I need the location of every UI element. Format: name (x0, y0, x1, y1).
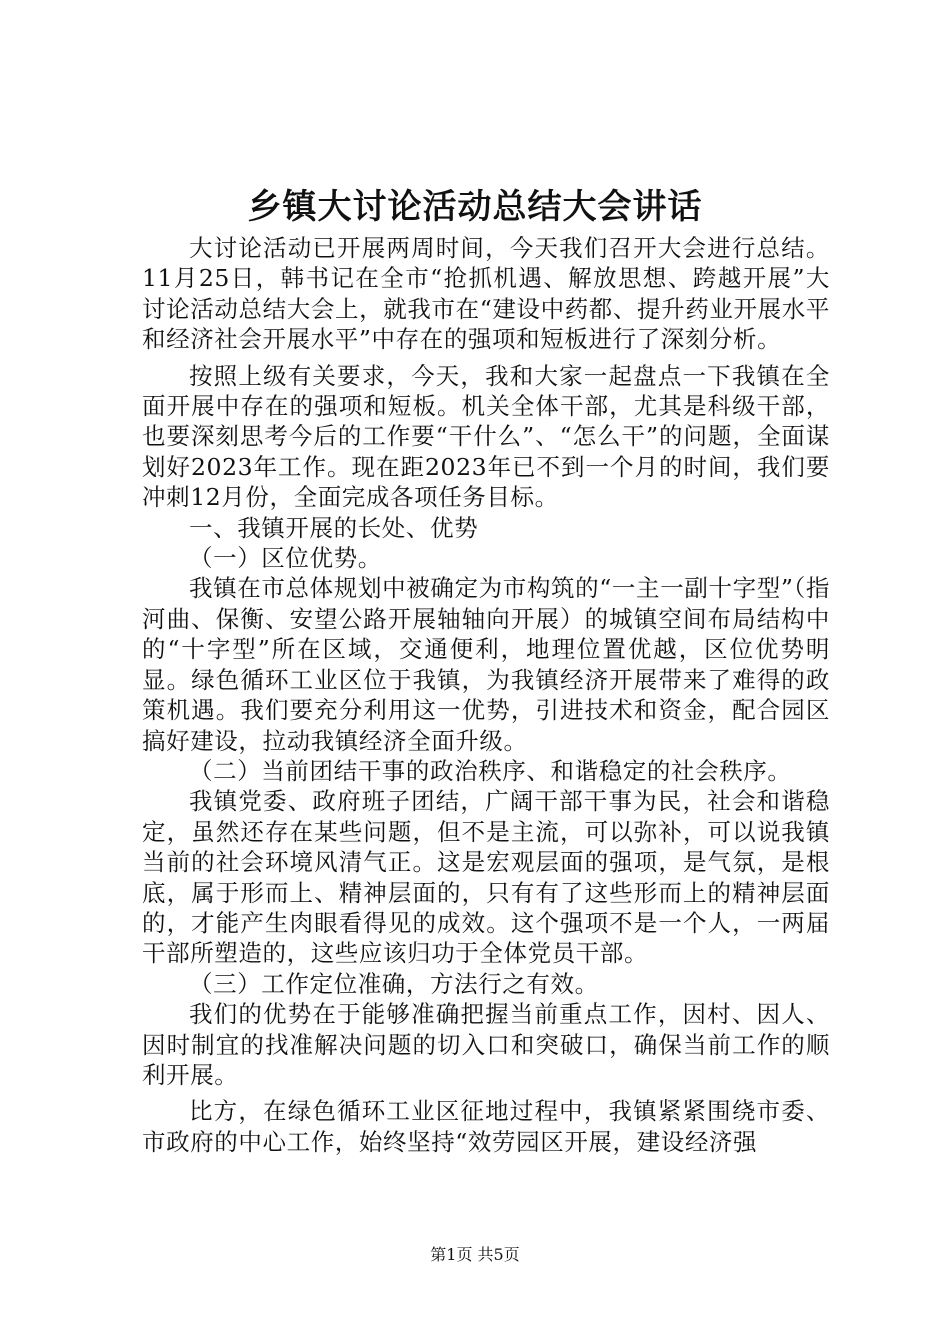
document-body (142, 233, 830, 1157)
document-title: 乡镇大讨论活动总结大会讲话 (247, 187, 703, 227)
paragraph-political-order: 我镇党委、政府班子团结，广阔干部干事为民，社会和谐稳定，虽然还存在某些问题，但不是主流，可以弥补，可以说我镇当前的社会环境风清气正。这是宏观层面的强项，是气氛，是根底，属于形而上、精神层面的，只有有了这些形而上的精神层面的，才能产生肉眼看得见的成效。这个强项不是一个人，一两届干部所塑造的，这些应该归功于全体党员干部。 (142, 787, 830, 968)
paragraph-example: 比方，在绿色循环工业区征地过程中，我镇紧紧围绕市委、市政府的中心工作，始终坚持“效劳园区开展，建设经济强 (142, 1097, 830, 1156)
paragraph-work-positioning: 我们的优势在于能够准确把握当前重点工作，因村、因人、因时制宜的找准解决问题的切入口和突破口，确保当前工作的顺利开展。 (142, 1000, 830, 1089)
subheading-political-order: （二）当前团结干事的政治秩序、和谐稳定的社会秩序。 (189, 756, 792, 785)
paragraph-location: 我镇在市总体规划中被确定为市构筑的“一主一副十字型”（指河曲、保衡、安望公路开展轴轴向开展）的城镇空间布局结构中的“十字型”所在区域，交通便利，地理位置优越，区位优势明显。绿色循环工业区位于我镇，为我镇经济开展带来了难得的政策机遇。我们要充分利用这一优势，引进技术和资金，配合园区搞好建设，拉动我镇经济全面升级。 (142, 574, 830, 755)
subheading-work-positioning: （三）工作定位准确，方法行之有效。 (189, 969, 599, 998)
page-footer: 第1页 共5页 (430, 1245, 520, 1264)
subheading-location: （一）区位优势。 (189, 544, 382, 573)
paragraph-intro: 大讨论活动已开展两周时间，今天我们召开大会进行总结。11月25日，韩书记在全市“抢抓机遇、解放思想、跨越开展”大讨论活动总结大会上，就我市在“建设中药都、提升药业开展水平和经济社会开展水平”中存在的强项和短板进行了深刻分析。 (142, 234, 830, 354)
paragraph-requirements: 按照上级有关要求，今天，我和大家一起盘点一下我镇在全面开展中存在的强项和短板。机关全体干部，尤其是科级干部，也要深刻思考今后的工作要“干什么”、“怎么干”的问题，全面谋划好2023年工作。现在距2023年已不到一个月的时间，我们要冲刺12月份，全面完成各项任务目标。 (142, 361, 830, 512)
section-heading-advantages: 一、我镇开展的长处、优势 (189, 513, 479, 542)
